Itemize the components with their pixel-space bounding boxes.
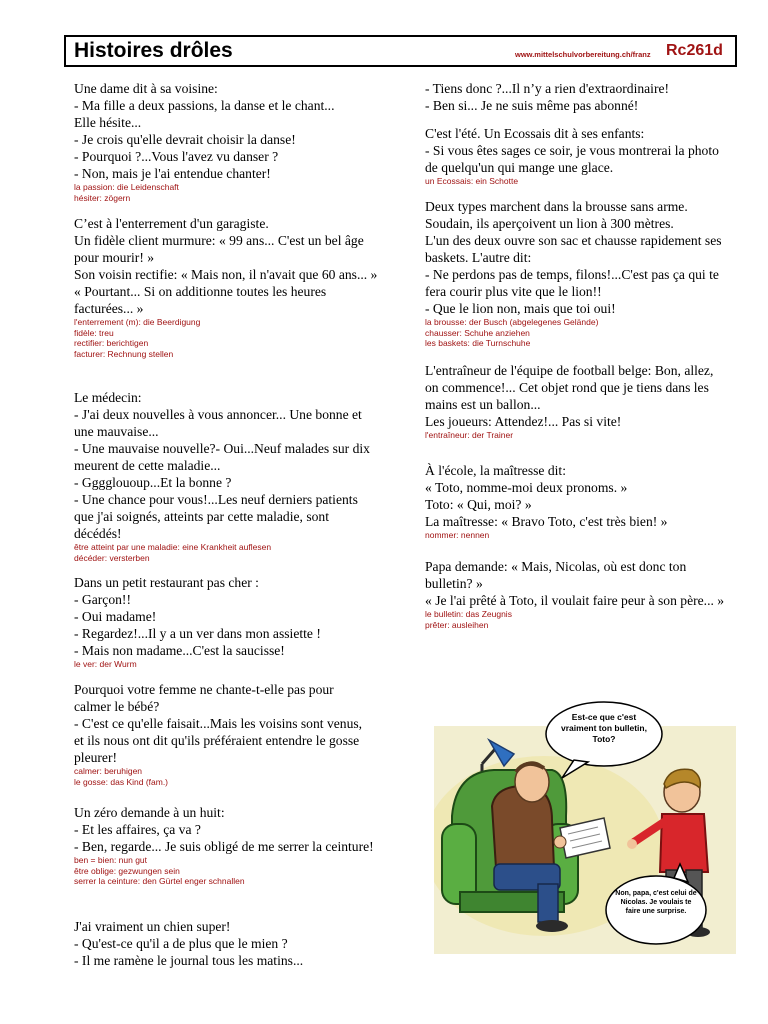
vocab-entry: la brousse: der Busch (abgelegenes Gelände)	[425, 317, 599, 327]
joke-dame-voisine	[74, 80, 374, 203]
joke-restaurant	[74, 574, 374, 670]
vocab-entry: être oblige: gezwungen sein	[74, 865, 180, 876]
vocab-entry: décéder: versterben	[74, 552, 150, 563]
joke-medecin	[74, 389, 370, 563]
joke-text: J'ai vraiment un chien super! - Qu'est-ce qu'il a de plus que le mien ? - Il me ramène le journal tous les matins...	[74, 919, 304, 968]
vocab-entry: chausser: Schuhe anziehen	[425, 327, 530, 338]
vocab-entry: ben = bien: nun gut	[74, 855, 148, 865]
joke-text: Un zéro demande à un huit: - Et les affaires, ça va ? - Ben, regarde... Je suis obligé de me serrer la ceinture!	[74, 805, 374, 854]
vocab-entry: nommer: nennen	[425, 530, 490, 540]
vocab-entry: le bulletin: das Zeugnis	[425, 609, 512, 619]
joke-text: Une dame dit à sa voisine: - Ma fille a deux passions, la danse et le chant... Elle hésite... - Je crois qu'elle devrait choisir la danse! - Pourquoi ?...Vous l'avez vu danser ? - Non, mais je l'ai entendue chanter!	[74, 81, 335, 181]
joke-text: L'entraîneur de l'équipe de football belge: Bon, allez, on commence!... Cet objet rond que je tiens dans les mains est un ballon... Les joueurs: Attendez!... Pas si vite!	[425, 363, 714, 429]
document-code: Rc261d	[666, 42, 723, 59]
joke-chien	[74, 918, 374, 969]
vocab-entry: l'entraîneur: der Trainer	[425, 430, 514, 440]
joke-text: Deux types marchent dans la brousse sans arme. Soudain, ils aperçoivent un lion à 300 mètres. L'un des deux ouvre son sac et chausse rapidement ses baskets. L'autre dit: - Ne perdons pas de temps, filons!...C'est pas ça qui te fera courir plus vite que le lion!! - Que le lion non, mais que toi oui!	[425, 199, 722, 316]
joke-garagiste	[74, 215, 380, 359]
joke-bebe	[74, 681, 374, 787]
joke-zero-huit	[74, 804, 374, 887]
vocab-entry: la passion: die Leidenschaft	[74, 182, 179, 192]
joke-football	[425, 362, 730, 441]
page-header	[64, 35, 737, 67]
joke-text: C’est à l'enterrement d'un garagiste. Un fidèle client murmure: « 99 ans... C'est un bel âge pour mourir! » Son voisin rectifie: « Mais non, il n'avait que 60 ans... » « Pourtant... Si on additionne toutes les heures facturées... »	[74, 216, 378, 316]
joke-lion	[425, 198, 730, 349]
vocab-entry: l'enterrement (m): die Beerdigung	[74, 317, 201, 327]
vocab-entry: rectifier: berichtigen	[74, 338, 149, 348]
joke-text: Pourquoi votre femme ne chante-t-elle pas pour calmer le bébé? - C'est ce qu'elle faisait...Mais les voisins sont venus, et ils nous ont dit qu'ils préféraient entendre le gosse pleurer!	[74, 682, 363, 765]
vocab-entry: hésiter: zögern	[74, 192, 131, 203]
joke-text: C'est l'été. Un Ecossais dit à ses enfants: - Si vous êtes sages ce soir, je vous montrerai la photo de quelqu'un qui mange une glace.	[425, 126, 719, 175]
joke-text: Papa demande: « Mais, Nicolas, où est donc ton bulletin? » « Je l'ai prêté à Toto, il voulait faire peur à son père... »	[425, 559, 725, 608]
joke-text: À l'école, la maîtresse dit: « Toto, nomme-moi deux pronoms. » Toto: « Qui, moi? » La maîtresse: « Bravo Toto, c'est très bien! »	[425, 463, 668, 529]
vocab-entry: être atteint par une maladie: eine Krankheit auflesen	[74, 542, 272, 552]
joke-pronoms	[425, 462, 730, 541]
cartoon-illustration	[434, 696, 736, 954]
page-title: Histoires drôles	[74, 39, 233, 62]
joke-bulletin	[425, 558, 730, 630]
joke-text: Dans un petit restaurant pas cher : - Garçon!! - Oui madame! - Regardez!...Il y a un ver dans mon assiette ! - Mais non madame...C'est la saucisse!	[74, 575, 321, 658]
vocab-entry: calmer: beruhigen	[74, 766, 143, 776]
joke-ecossais	[425, 125, 730, 187]
vocab-entry: serrer la ceinture: den Gürtel enger schnallen	[74, 876, 245, 886]
joke-text: - Tiens donc ?...Il n’y a rien d'extraordinaire! - Ben si... Je ne suis même pas abonné!	[425, 81, 670, 113]
joke-abonne	[425, 80, 730, 114]
vocab-entry: fidèle: treu	[74, 327, 114, 338]
vocab-entry: le ver: der Wurm	[74, 659, 137, 669]
boy-speech-text: Non, papa, c'est celui de Nicolas. Je voulais te faire une surprise.	[615, 890, 697, 915]
vocab-entry: facturer: Rechnung stellen	[74, 348, 174, 359]
vocab-entry: les baskets: die Turnschuhe	[425, 338, 531, 348]
father-speech-text: Est-ce que c'est vraiment ton bulletin, Toto?	[561, 712, 647, 744]
joke-text: Le médecin: - J'ai deux nouvelles à vous annoncer... Une bonne et une mauvaise... - Une mauvaise nouvelle?- Oui...Neuf malades sur dix meurent de cette maladie... - Gggglououp...Et la bonne ? - Une chance pour vous!...Les neuf derniers patients que j'ai soignés, atteints par cette maladie, sont décédés!	[74, 390, 370, 541]
vocab-entry: prêter: ausleihen	[425, 619, 489, 630]
vocab-entry: un Ecossais: ein Schotte	[425, 176, 519, 186]
vocab-entry: le gosse: das Kind (fam.)	[74, 776, 169, 787]
website-url[interactable]: www.mittelschulvorbereitung.ch/franz	[515, 50, 651, 59]
